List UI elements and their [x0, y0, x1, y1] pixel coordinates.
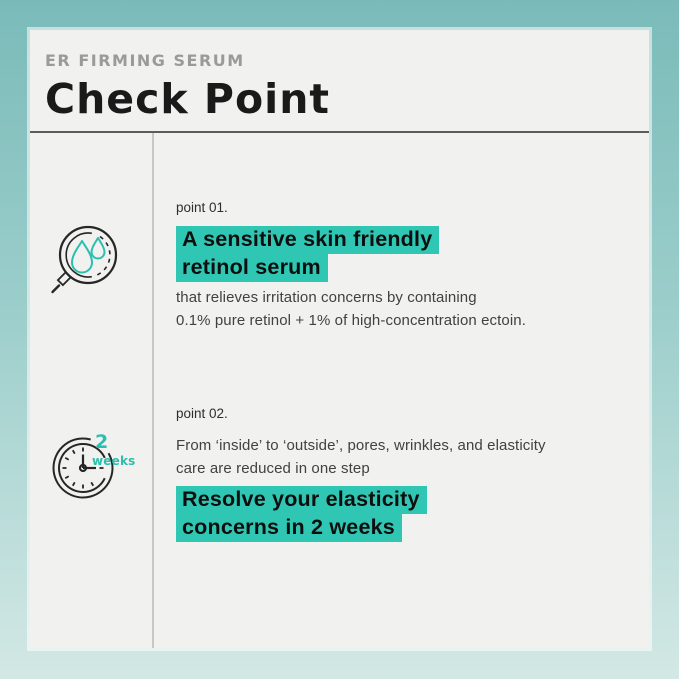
point-body-line: that relieves irritation concerns by containing	[176, 289, 477, 306]
droplet-small-icon	[92, 238, 105, 258]
weeks-number: 2	[95, 431, 109, 453]
product-name-eyebrow: ER FIRMING SERUM	[45, 51, 245, 70]
point-body-line: 0.1% pure retinol + 1% of high-concentration ectoin.	[176, 312, 526, 329]
point-label: point 02.	[176, 406, 228, 421]
highlight: A sensitive skin friendly	[176, 226, 439, 254]
column-divider	[152, 133, 154, 648]
point-body-line: From ‘inside’ to ‘outside’, pores, wrinkles, and elasticity	[176, 437, 546, 454]
point-body-line: care are reduced in one step	[176, 460, 370, 477]
point-02-section	[176, 406, 546, 542]
content-panel	[30, 30, 649, 648]
magnifier-droplets-icon	[46, 221, 120, 299]
point-heading	[176, 226, 526, 282]
icon-label-2-weeks	[92, 433, 136, 467]
highlight: retinol serum	[176, 254, 328, 282]
page-title: Check Point	[45, 75, 330, 123]
highlight: concerns in 2 weeks	[176, 514, 402, 542]
point-label: point 01.	[176, 200, 228, 215]
point-01-section	[176, 200, 526, 332]
droplet-large-icon	[72, 241, 92, 272]
highlight: Resolve your elasticity	[176, 486, 427, 514]
header	[45, 50, 330, 122]
point-body	[176, 286, 526, 332]
weeks-unit: weeks	[92, 454, 136, 468]
point-heading	[176, 486, 546, 542]
header-divider	[30, 131, 649, 133]
point-body	[176, 434, 546, 480]
